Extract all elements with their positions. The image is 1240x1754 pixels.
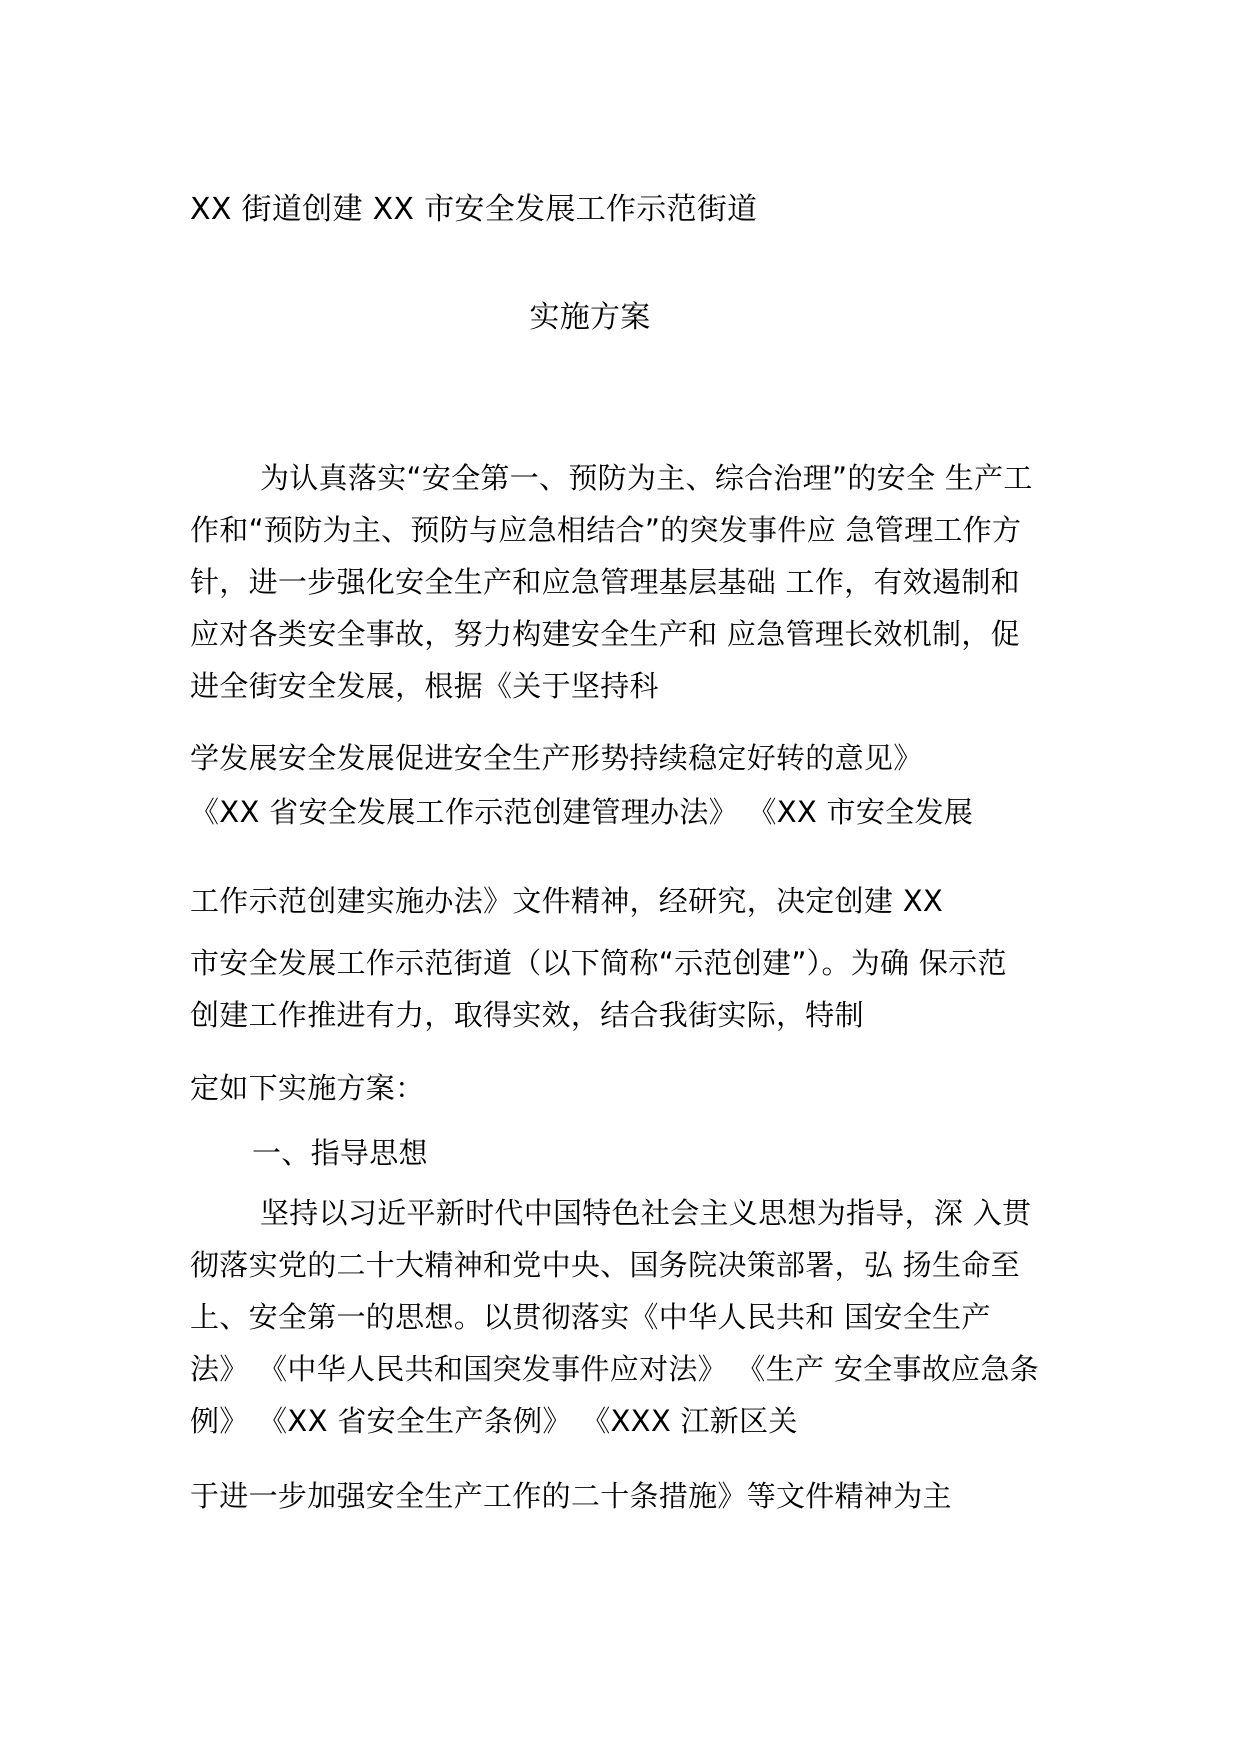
paragraph-line: 创建工作推进有力，取得实效，结合我街实际，特制 xyxy=(190,998,864,1032)
paragraph-line: 法》 《中华人民共和国突发事件应对法》 《生产 安全事故应急条 xyxy=(190,1352,1039,1386)
paragraph-line: 进全街安全发展，根据《关于坚持科 xyxy=(190,669,659,703)
paragraph-line: 应对各类安全事故，努力构建安全生产和 应急管理长效机制，促 xyxy=(190,617,1020,651)
paragraph-line: 针，进一步强化安全生产和应急管理基层基础 工作，有效遏制和 xyxy=(190,565,1020,599)
paragraph-line: 为认真落实“安全第一、预防为主、综合治理”的安全 生产工 xyxy=(260,461,1033,495)
section-heading: 一、指导思想 xyxy=(252,1136,428,1170)
paragraph-line: 于进一步加强安全生产工作的二十条措施》等文件精神为主 xyxy=(190,1479,952,1513)
paragraph-line: 《XX 省安全发展工作示范创建管理办法》 《XX 市安全发展 xyxy=(190,795,974,829)
paragraph-line: 彻落实党的二十大精神和党中央、国务院决策部署，弘 扬生命至 xyxy=(190,1248,1020,1282)
paragraph-line: 坚持以习近平新时代中国特色社会主义思想为指导，深 入贯 xyxy=(260,1196,1032,1230)
document-title: XX 街道创建 XX 市安全发展工作示范街道 xyxy=(190,192,758,227)
paragraph-line: 工作示范创建实施办法》文件精神，经研究，决定创建 XX xyxy=(190,884,944,918)
paragraph-line: 市安全发展工作示范街道（以下简称“示范创建”）。为确 保示范 xyxy=(190,946,1007,980)
paragraph-line: 学发展安全发展促进安全生产形势持续稳定好转的意见》 xyxy=(190,741,923,775)
paragraph-line: 上、安全第一的思想。以贯彻落实《中华人民共和 国安全生产 xyxy=(190,1300,991,1334)
paragraph-line: 定如下实施方案： xyxy=(190,1071,425,1105)
paragraph-line: 作和“预防为主、预防与应急相结合”的突发事件应 急管理工作方 xyxy=(190,513,1022,547)
document-subtitle: 实施方案 xyxy=(529,300,651,335)
paragraph-line: 例》 《XX 省安全生产条例》 《XXX 江新区关 xyxy=(190,1404,798,1438)
